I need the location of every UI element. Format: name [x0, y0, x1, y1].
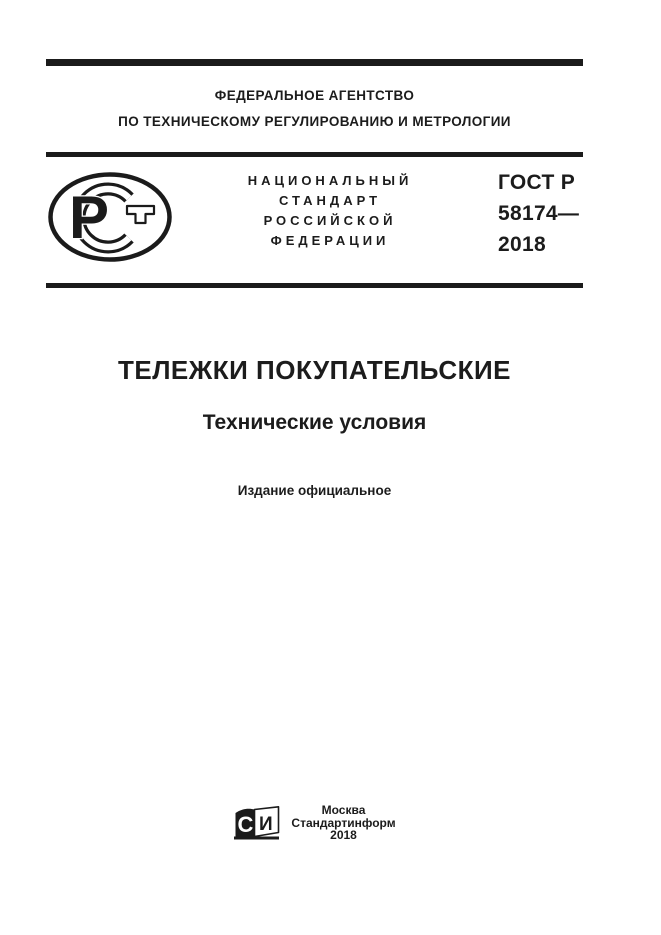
document-subtitle: Технические условия	[202, 411, 427, 434]
svg-text:Р: Р	[69, 184, 110, 251]
imprint-publisher: Стандартинформ	[291, 815, 396, 830]
agency-header	[46, 88, 583, 130]
svg-text:С: С	[237, 812, 254, 837]
rst-certification-mark-icon	[48, 172, 172, 262]
imprint-year: 2018	[330, 828, 357, 842]
designation-line: ГОСТ Р	[498, 171, 576, 194]
standard-type-line: РОССИЙСКОЙ	[263, 213, 397, 228]
designation-line: 58174—	[498, 202, 580, 225]
svg-text:И: И	[259, 814, 274, 835]
imprint-text	[291, 804, 395, 842]
agency-line1: ФЕДЕРАЛЬНОЕ АГЕНТСТВО	[214, 88, 415, 103]
standard-designation	[498, 167, 579, 260]
standard-type-line: ФЕДЕРАЦИИ	[270, 233, 390, 248]
designation-line: 2018	[498, 233, 546, 256]
standard-type-line: НАЦИОНАЛЬНЫЙ	[247, 173, 413, 188]
imprint-city: Москва	[321, 803, 366, 817]
standard-type-line: СТАНДАРТ	[278, 193, 382, 208]
middle-rule	[46, 152, 583, 157]
publisher-imprint	[46, 804, 583, 846]
top-rule	[46, 59, 583, 66]
standartinform-logo-icon	[233, 806, 281, 846]
standard-type-heading	[190, 171, 470, 251]
lower-rule	[46, 283, 583, 288]
edition-note: Издание официальное	[237, 483, 392, 498]
document-title: ТЕЛЕЖКИ ПОКУПАТЕЛЬСКИЕ	[117, 355, 512, 385]
agency-line2: ПО ТЕХНИЧЕСКОМУ РЕГУЛИРОВАНИЮ И МЕТРОЛОГИИ	[118, 114, 511, 129]
